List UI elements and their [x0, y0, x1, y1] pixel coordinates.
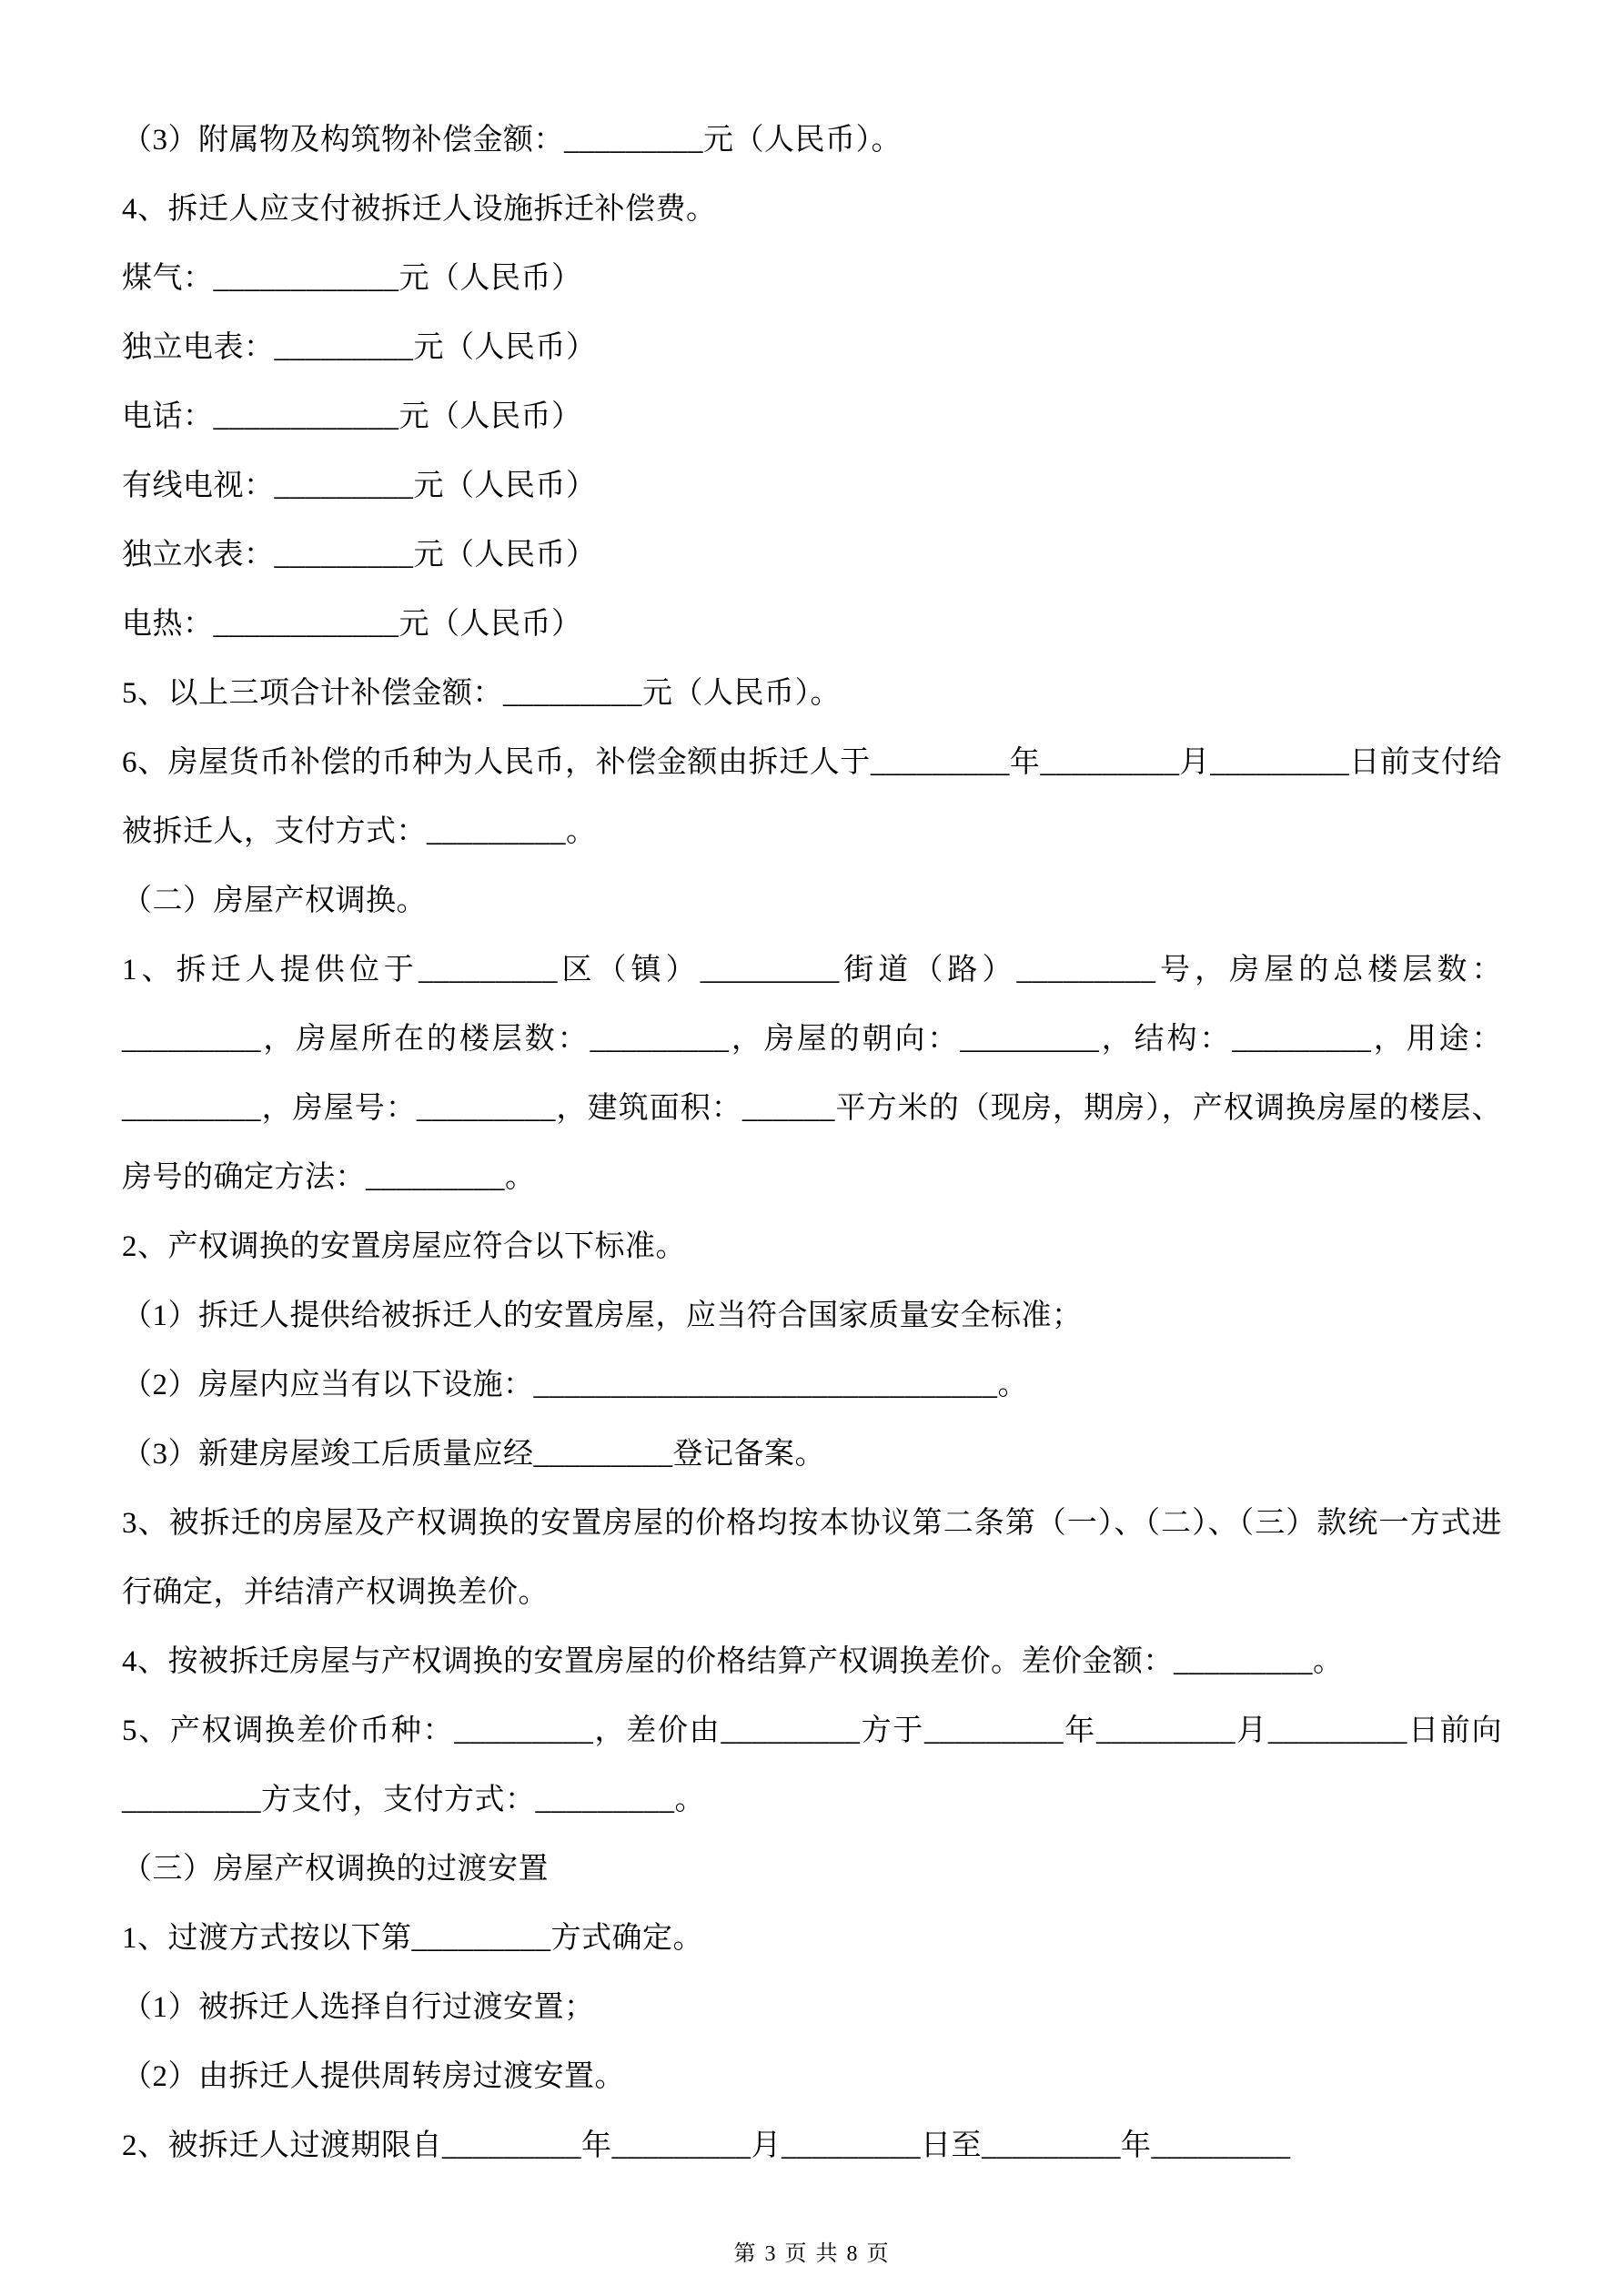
- paragraph-line: 有线电视：_________元（人民币）: [122, 470, 597, 502]
- paragraph-line: 5、以上三项合计补偿金额：_________元（人民币）。: [122, 677, 841, 710]
- paragraph-line: 电话：____________元（人民币）: [122, 400, 582, 433]
- paragraph-line: （三）房屋产权调换的过渡安置: [122, 1853, 549, 1886]
- paragraph-line: 2、被拆迁人过渡期限自_________年_________月_________日至_________年_________: [122, 2129, 1291, 2162]
- paragraph-line: 4、按被拆迁房屋与产权调换的安置房屋的价格结算产权调换差价。差价金额：_________。: [122, 1645, 1344, 1678]
- paragraph-line: （2）由拆迁人提供周转房过渡安置。: [122, 2060, 625, 2093]
- paragraph-line: 煤气：____________元（人民币）: [122, 262, 582, 295]
- paragraph-line: 独立电表：_________元（人民币）: [122, 331, 597, 364]
- paragraph-line: （1）拆迁人提供给被拆迁人的安置房屋，应当符合国家质量安全标准；: [122, 1300, 1083, 1332]
- paragraph-line: （3）附属物及构筑物补偿金额：_________元（人民币）。: [122, 124, 902, 157]
- page-footer: 第 3 页 共 8 页: [733, 2242, 891, 2266]
- paragraph-line: 2、产权调换的安置房屋应符合以下标准。: [122, 1230, 686, 1263]
- paragraph-line: 5、产权调换差价币种：_________，差价由_________方于_________年_________月_________日前向_________方支付，支付方式：_________。: [122, 1714, 1502, 1816]
- paragraph-line: （1）被拆迁人选择自行过渡安置；: [122, 1991, 595, 2024]
- paragraph-line: （2）房屋内应当有以下设施：______________________________。: [122, 1369, 1028, 1401]
- paragraph-line: （二）房屋产权调换。: [122, 885, 427, 917]
- paragraph-line: 6、房屋货币补偿的币种为人民币，补偿金额由拆迁人于_________年_________月_________日前支付给被拆迁人，支付方式：_________。: [122, 746, 1502, 848]
- document-body: [122, 106, 1502, 2180]
- paragraph-line: 4、拆迁人应支付被拆迁人设施拆迁补偿费。: [122, 193, 717, 226]
- paragraph-line: （3）新建房屋竣工后质量应经_________登记备案。: [122, 1438, 825, 1471]
- paragraph-line: 1、过渡方式按以下第_________方式确定。: [122, 1922, 703, 1955]
- paragraph-line: 独立水表：_________元（人民币）: [122, 539, 597, 571]
- paragraph-line: 3、被拆迁的房屋及产权调换的安置房屋的价格均按本协议第二条第（一）、（二）、（三）款统一方式进行确定，并结清产权调换差价。: [122, 1507, 1502, 1609]
- paragraph-line: 电热：____________元（人民币）: [122, 608, 582, 641]
- paragraph-line: 1、拆迁人提供位于_________区（镇）_________街道（路）_________号，房屋的总楼层数：_________，房屋所在的楼层数：_________，房屋的朝向：_________，结构：_________，用途：_________，房屋号：_________，建筑面积：______平方米的（现房，期房），产权调换房屋的楼层、房号的确定方法：_________。: [122, 954, 1502, 1194]
